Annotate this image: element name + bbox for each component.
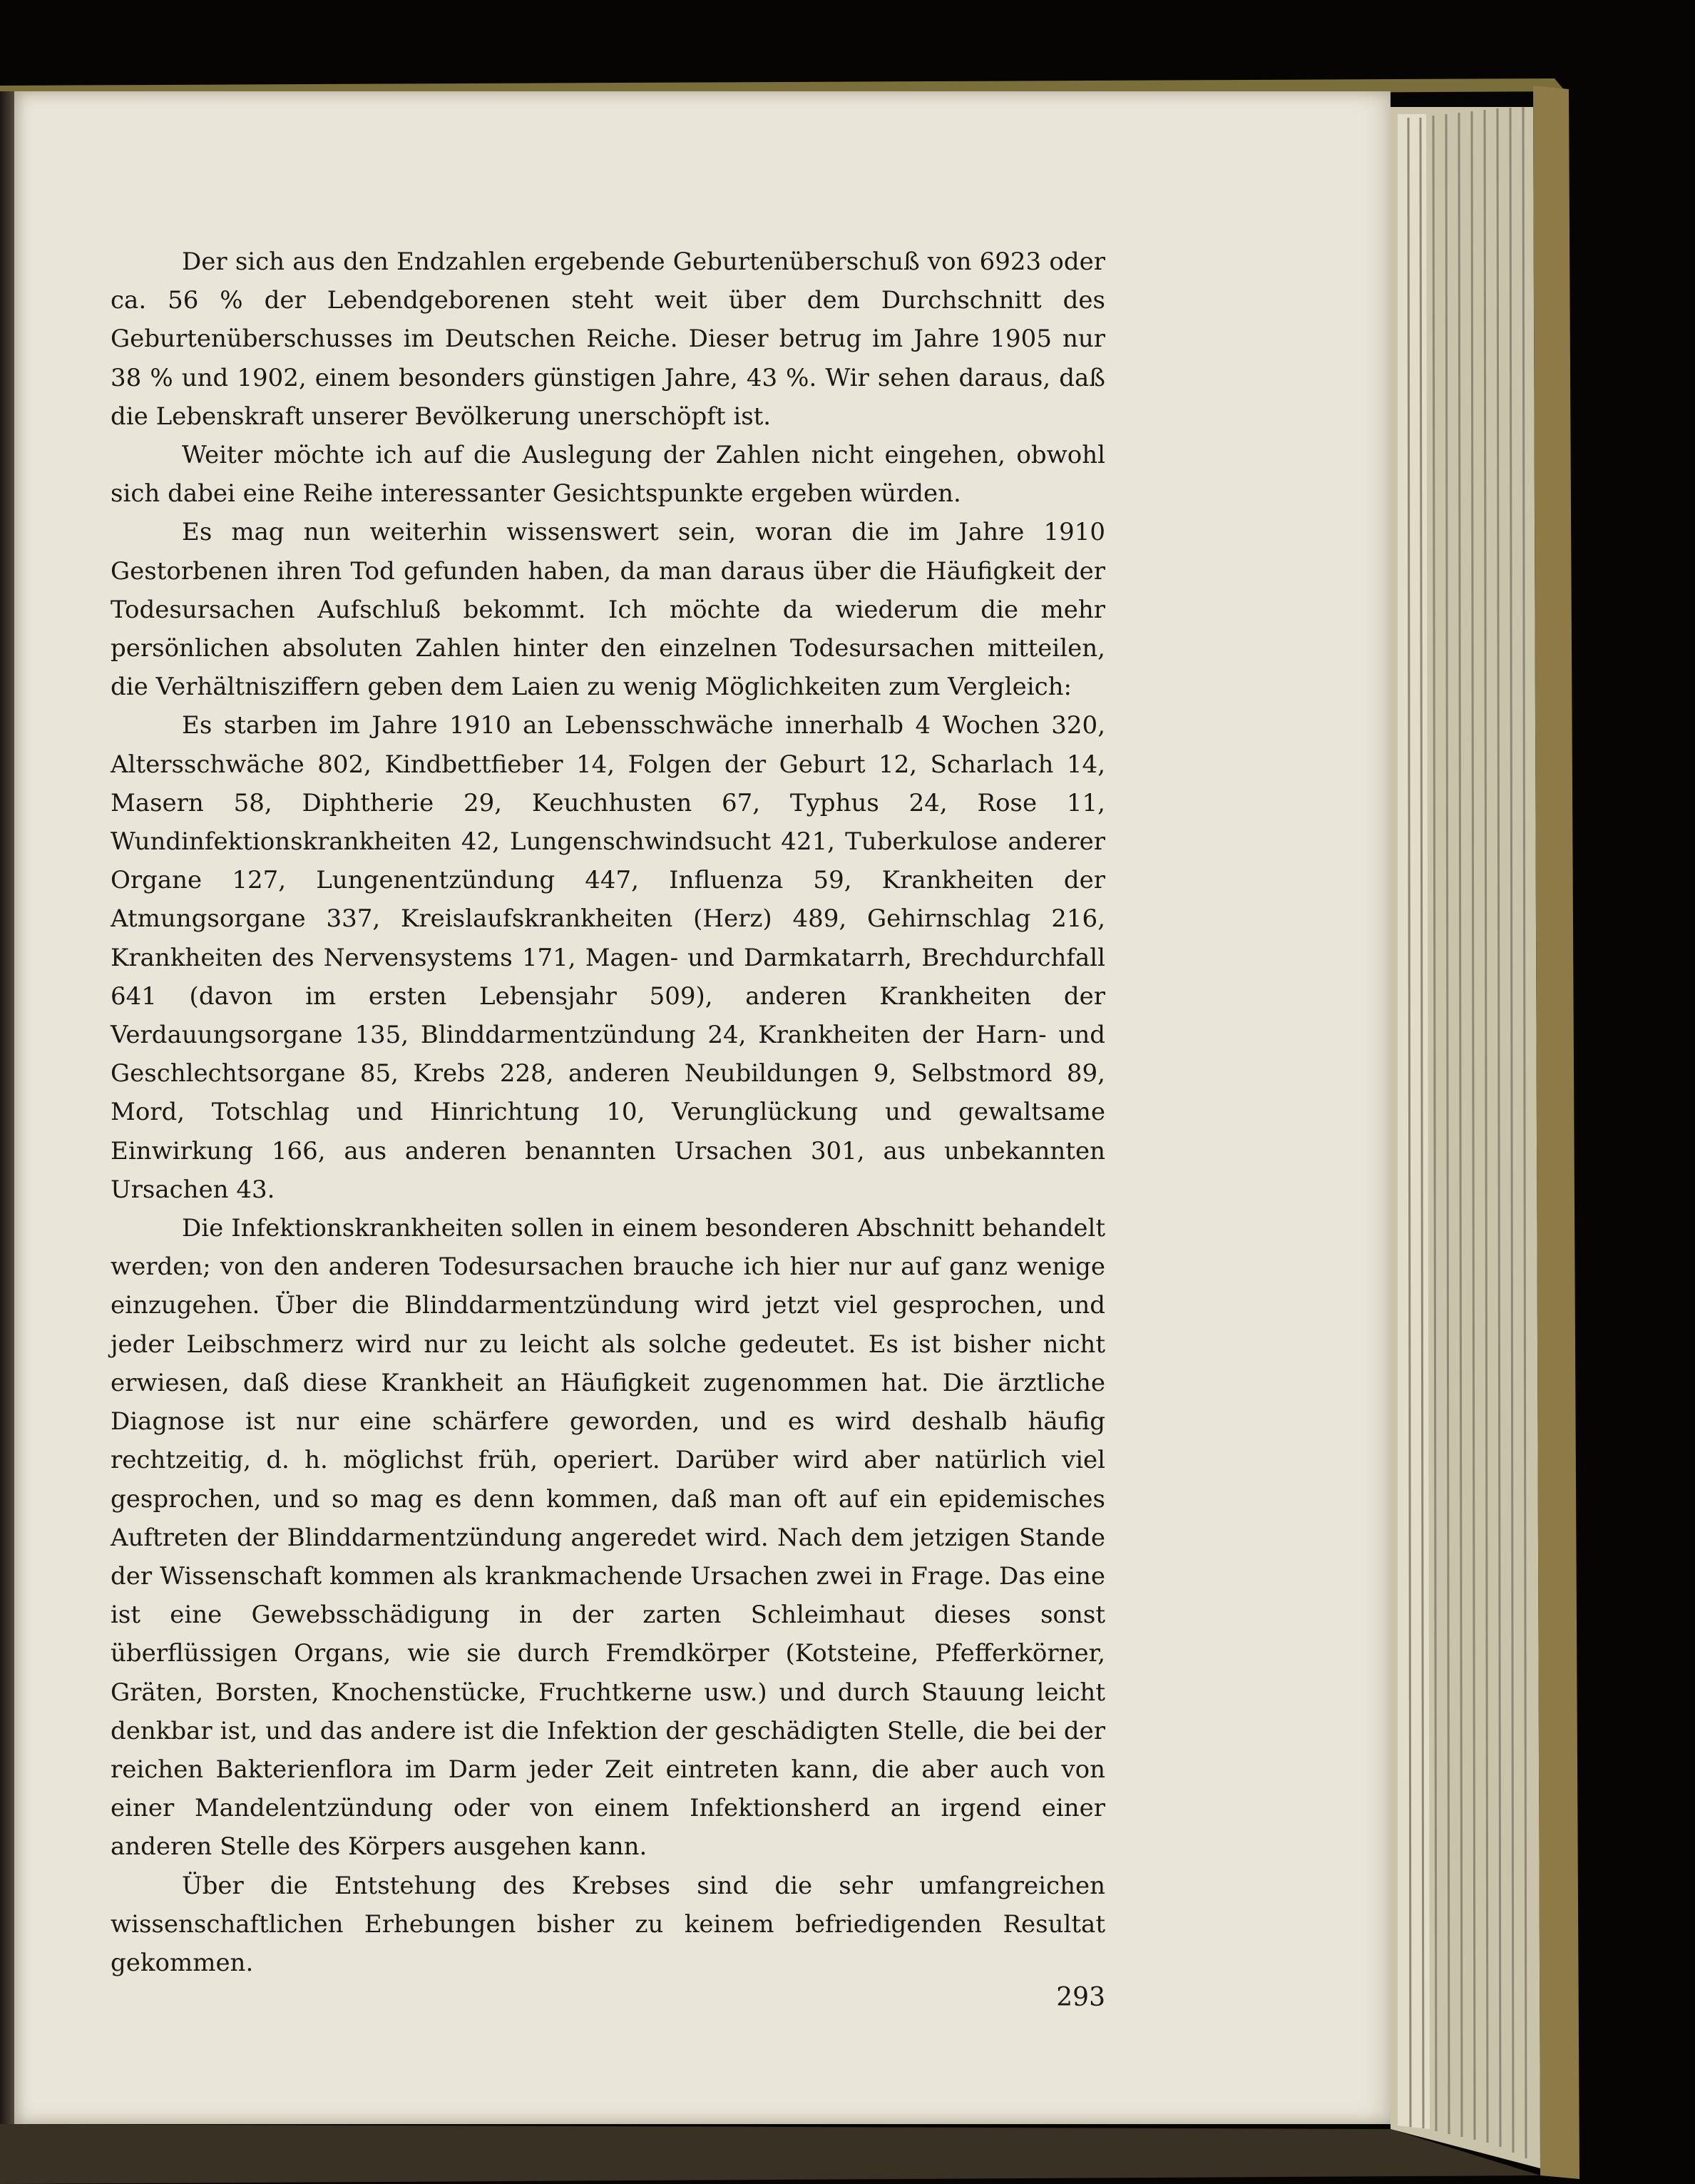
page-text <box>111 243 1105 1982</box>
paragraph-causes-of-death-list: Es starben im Jahre 1910 an Lebensschwäche innerhalb 4 Wochen 320, Altersschwäche 802, Kindbettfieber 14, Folgen der Geburt 12, Scharlach 14, Masern 58, Diphtherie 29, Keuchhusten 67, Typhus 24, Rose 11, Wundinfektionskrankheiten 42, Lungenschwindsucht 421, Tuberkulose anderer Organe 127, Lungenentzündung 447, Influenza 59, Krankheiten der Atmungsorgane 337, Kreislaufskrankheiten (Herz) 489, Gehirnschlag 216, Krankheiten des Nervensystems 171, Magen- und Darmkatarrh, Brechdurchfall 641 (davon im ersten Lebensjahr 509), anderen Krankheiten der Verdauungsorgane 135, Blinddarmentzündung 24, Krankheiten der Harn- und Geschlechtsorgane 85, Krebs 228, anderen Neubildungen 9, Selbstmord 89, Mord, Totschlag und Hinrichtung 10, Verunglückung und gewaltsame Einwirkung 166, aus anderen benannten Ursachen 301, aus unbekannten Ursachen 43. <box>111 711 1105 1204</box>
page-number: 293 <box>1056 1983 1105 2012</box>
paragraph-appendicitis: Die Infektionskrankheiten sollen in einem besonderen Abschnitt behandelt werden; von den anderen Todesursachen brauche ich hier nur auf ganz wenige einzugehen. Über die Blinddarmentzündung wird jetzt viel gesprochen, und jeder Leibschmerz wird nur zu leicht als solche gedeutet. Es ist bisher nicht erwiesen, daß diese Krankheit an Häufigkeit zugenommen hat. Die ärztliche Diagnose ist nur eine schärfere geworden, und es wird deshalb häufig rechtzeitig, d. h. möglichst früh, operiert. Darüber wird aber natürlich viel gesprochen, und so mag es denn kommen, daß man oft auf ein epidemisches Auftreten der Blinddarmentzündung angeredet wird. Nach dem jetzigen Stande der Wissenschaft kommen als krankmachende Ursachen zwei in Frage. Das eine ist eine Gewebsschädigung in der zarten Schleimhaut dieses sonst überflüssigen Organs, wie sie durch Fremdkörper (Kotsteine, Pfefferkörner, Gräten, Borsten, Knochenstücke, Fruchtkerne usw.) und durch Stauung leicht denkbar ist, und das andere ist die Infektion der geschädigten Stelle, die bei der reichen Bakterienflora im Darm jeder Zeit eintreten kann, die aber auch von einer Mandelentzündung oder von einem Infektionsherd an irgend einer anderen Stelle des Körpers ausgehen kann. <box>111 1214 1105 1862</box>
paragraph-birth-surplus: Der sich aus den Endzahlen ergebende Geburtenüberschuß von 6923 oder ca. 56 % der Lebendgeborenen steht weit über dem Durchschnitt des Geburtenüberschusses im Deutschen Reiche. Dieser betrug im Jahre 1905 nur 38 % und 1902, einem besonders günstigen Jahre, 43 %. Wir sehen daraus, daß die Lebenskraft unserer Bevölkerung unerschöpft ist. <box>111 248 1105 431</box>
paragraph-interpretation: Weiter möchte ich auf die Auslegung der Zahlen nicht eingehen, obwohl sich dabei eine Reihe interessanter Gesichtspunkte ergeben würden. <box>111 441 1105 509</box>
paragraph-cancer: Über die Entstehung des Krebses sind die sehr umfangreichen wissenschaftlichen Erhebungen bisher zu keinem befriedigenden Resultat gekommen. <box>111 1871 1105 1977</box>
paragraph-causes-intro: Es mag nun weiterhin wissenswert sein, woran die im Jahre 1910 Gestorbenen ihren Tod gefunden haben, da man daraus über die Häufigkeit der Todesursachen Aufschluß bekommt. Ich möchte da wiederum die mehr persönlichen absoluten Zahlen hinter den einzelnen Todesursachen mitteilen, die Verhältnisziffern geben dem Laien zu wenig Möglichkeiten zum Vergleich: <box>111 518 1105 702</box>
